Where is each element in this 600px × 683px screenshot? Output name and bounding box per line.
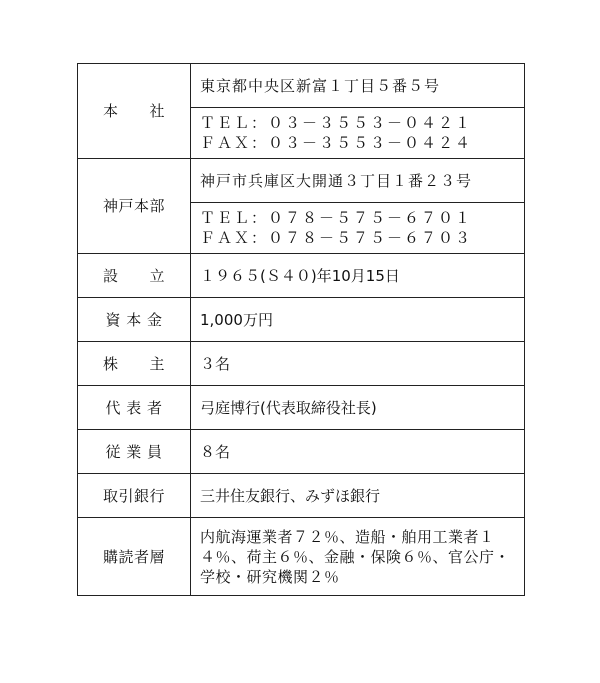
row-established <box>78 254 525 298</box>
value-head-office <box>191 64 525 159</box>
row-readership <box>78 518 525 596</box>
row-capital <box>78 298 525 342</box>
row-employees <box>78 430 525 474</box>
value-banks: 三井住友銀行、みずほ銀行 <box>191 474 525 518</box>
head-office-tel: ＴＥＬ：０３－３５５３－０４２１ <box>200 114 473 132</box>
row-head-office <box>78 64 525 159</box>
row-shareholders <box>78 342 525 386</box>
value-readership: 内航海運業者７２％、造船・舶用工業者１４％、荷主６％、金融・保険６％、官公庁・学校・研究機関２％ <box>191 518 525 596</box>
value-employees: ８名 <box>191 430 525 474</box>
row-kobe-office <box>78 159 525 254</box>
label-capital: 資 本 金 <box>78 298 191 342</box>
label-banks: 取引銀行 <box>78 474 191 518</box>
kobe-office-address: 神戸市兵庫区大開通３丁目１番２３号 <box>200 171 473 190</box>
value-shareholders: ３名 <box>191 342 525 386</box>
company-profile-table <box>77 63 525 596</box>
label-established: 設 立 <box>78 254 191 298</box>
head-office-fax: ＦＡＸ：０３－３５５３－０４２４ <box>200 134 473 152</box>
kobe-office-fax: ＦＡＸ：０７８－５７５－６７０３ <box>200 229 473 247</box>
label-employees: 従 業 員 <box>78 430 191 474</box>
label-representative: 代 表 者 <box>78 386 191 430</box>
kobe-office-tel: ＴＥＬ：０７８－５７５－６７０１ <box>200 209 473 227</box>
value-capital: 1,000万円 <box>191 298 525 342</box>
row-representative <box>78 386 525 430</box>
value-established: １９６５(Ｓ４０)年10月15日 <box>191 254 525 298</box>
label-readership: 購読者層 <box>78 518 191 596</box>
label-shareholders: 株 主 <box>78 342 191 386</box>
head-office-address: 東京都中央区新富１丁目５番５号 <box>200 76 441 95</box>
label-head-office: 本 社 <box>78 64 191 159</box>
value-kobe-office <box>191 159 525 254</box>
value-representative: 弓庭博行(代表取締役社長) <box>191 386 525 430</box>
row-banks <box>78 474 525 518</box>
label-kobe-office: 神戸本部 <box>78 159 191 254</box>
